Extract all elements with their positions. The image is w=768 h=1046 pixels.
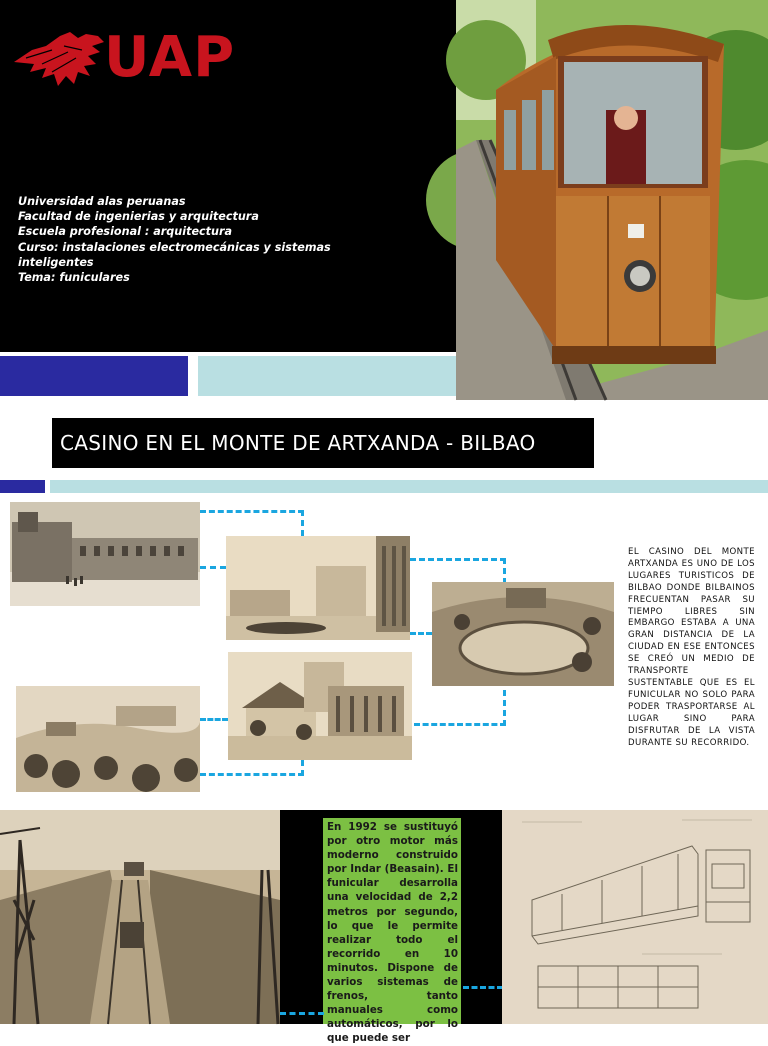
divider-light: [50, 480, 768, 493]
casino-photo-terrace: [226, 536, 410, 640]
school-name: Escuela profesional : arquitectura: [18, 225, 233, 239]
logo-text: UAP: [104, 25, 236, 90]
connector-line: [200, 760, 304, 776]
topic-name: Tema: funiculares: [18, 271, 130, 285]
casino-photo-hillside: [16, 686, 200, 792]
connector-line: [414, 690, 506, 726]
funicular-description: En 1992 se sustituyó por otro motor más moderno construido por Indar (Beasain). El funicular desarrolla una velocidad de 2,2 metros por segundo, lo que le permite realizar todo el recorrido en 10 minutos. Dispone de varios sistemas de frenos, tanto manuales como automáticos, por lo que puede ser: [327, 821, 458, 1045]
tram-photo: [456, 0, 768, 400]
connector-line: [463, 986, 503, 989]
connector-line: [200, 510, 304, 536]
casino-description: EL CASINO DEL MONTE ARTXANDA ES UNO DE LOS LUGARES TURISTICOS DE BILBAO DONDE BILBAINOS FRECUENTAN PASAR SU TIEMPO LIBRES SIN EMBARGO ESTABA A UNA GRAN DISTANCIA DE LA CIUDAD EN ESE ENTONCES SE CREÓ UN MEDIO DE TRANSPORTE SUSTENTABLE QUE ES EL FUNICULAR NO SOLO PARA PODER TRASPORTARSE AL LUGAR SINO PARA DISFRUTAR DE LA VISTA DURANTE SU RECORRIDO.: [628, 547, 755, 748]
funicular-description-box: [323, 818, 461, 1045]
course-info: [18, 194, 348, 285]
course-name: Curso: instalaciones electromecánicas y sistemas inteligentes: [18, 240, 331, 269]
university-name: Universidad alas peruanas: [18, 195, 186, 208]
connector-line: [280, 1012, 324, 1015]
casino-photo-garden: [432, 582, 614, 686]
logo-emblem: [14, 32, 104, 86]
casino-photo-building: [228, 652, 412, 760]
connector-line: [410, 558, 506, 584]
funicular-historic-photo: [0, 810, 280, 1024]
funicular-blueprint: [502, 810, 768, 1024]
connector-line: [410, 632, 432, 635]
faculty-name: Facultad de ingenierias y arquitectura: [18, 210, 259, 224]
connector-line: [200, 566, 226, 569]
slide-title: CASINO EN EL MONTE DE ARTXANDA - BILBAO: [52, 418, 594, 468]
accent-bar-light: [198, 356, 456, 396]
casino-photo-facade: [10, 502, 200, 606]
divider-navy: [0, 480, 45, 493]
accent-bar-navy: [0, 356, 188, 396]
connector-line: [200, 718, 228, 721]
